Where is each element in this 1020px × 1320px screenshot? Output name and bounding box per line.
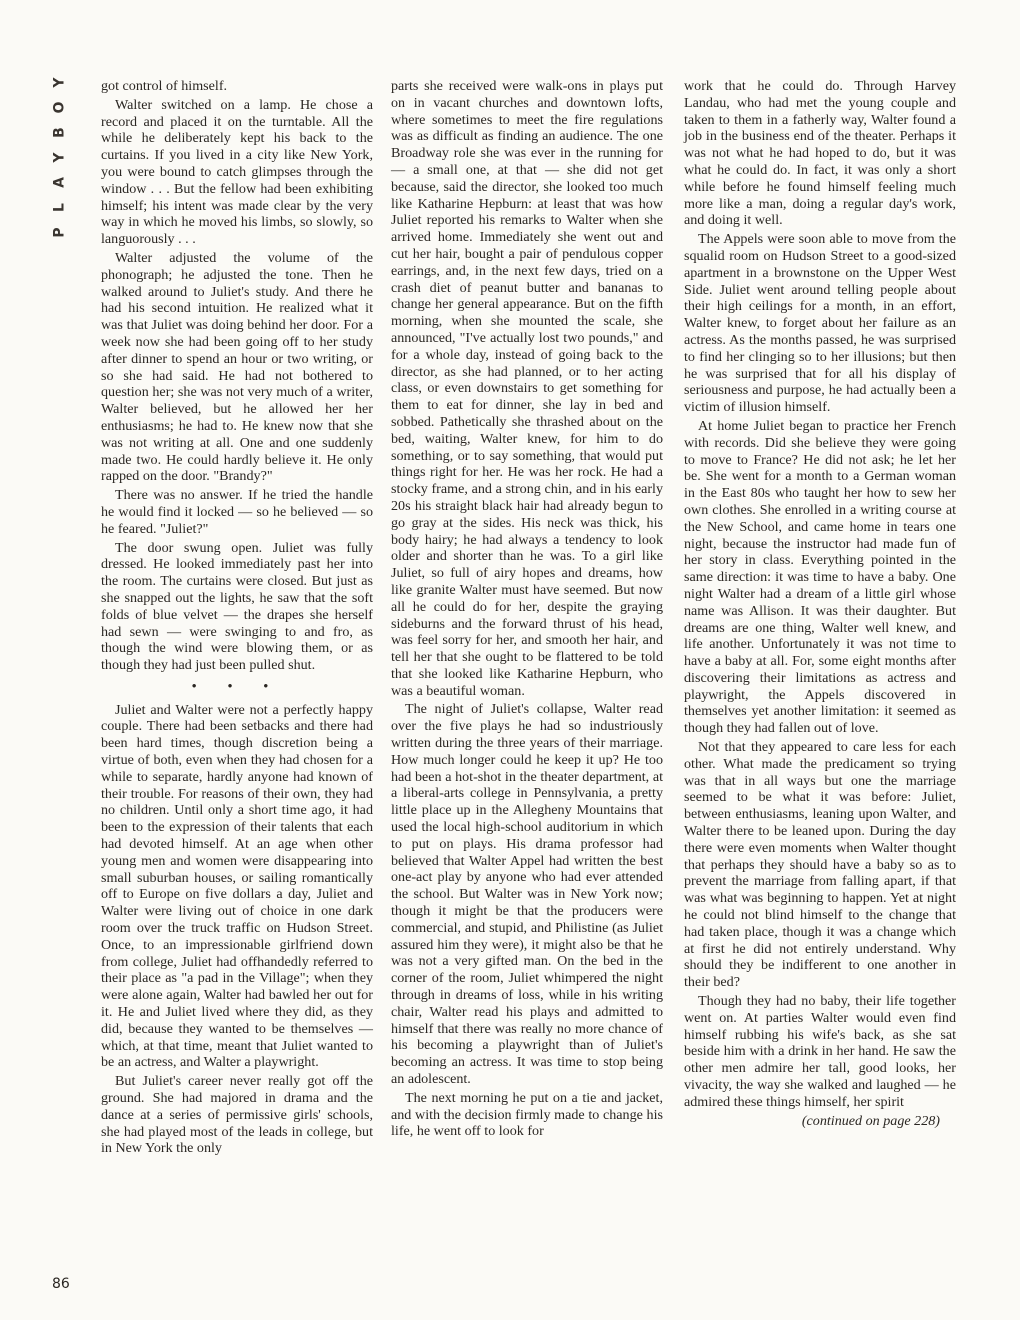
magazine-letter: L — [51, 203, 68, 212]
paragraph: Juliet and Walter were not a perfectly happy couple. There had been setbacks and there had been hard times, though discretion being a virtue of both, even when they had chosen for a while to separate, hardly anyone had known of their trouble. For reasons of their own, they had no children. Until only a short time ago, it had been to the expression of their talents that each had devoted himself. At an age when other young men and women were disappearing into small suburban houses, or sailing romantically off to Europe on five dollars a day, Juliet and Walter were living out of choice in one dark room over the truck traffic on Hudson Street. Once, to an impressionable girlfriend down from college, Juliet had offhandedly referred to their place as "a pad in the Village"; when they were alone again, Walter had bawled her out for it. He and Juliet lived where they did, as they did, because they wanted to be themselves — which, at that time, meant that Juliet wanted to be an actress, and Walter a playwright. — [101, 701, 373, 1071]
paragraph: There was no answer. If he tried the handle he would find it locked — so he believed — so he feared. "Juliet?" — [101, 487, 373, 537]
paragraph: Not that they appeared to care less for each other. What made the predicament so trying was that in all ways but one the marriage seemed to be what it was before: Juliet, between enthusiasms, leaning upon Walter, and Walter there to be leaned upon. During the day there were even moments when Walter thought that perhaps they should have a baby so as to prevent the marriage from falling apart, if that was what was beginning to happen. Yet at night he could not blind himself to the change that had taken place, though it was a change which at first he did not entirely understand. Why should they be indifferent to one another in their bed? — [684, 739, 956, 991]
paragraph: The night of Juliet's collapse, Walter read over the five plays he had so industriously written during the three years of their marriage. How much longer could he keep it up? He too had been a hot-shot in the theater department, at a liberal-arts college in Pennsylvania, a pretty little place up in the Allegheny Mountains that used the local high-school auditorium in which to put on plays. His drama professor had believed that Walter Appel had written the best one-act play by anyone who had ever attended the school. But Walter was in New York now; though it might be that the producers were commercial, and stupid, and Philistine (as Juliet assured him they were), it might also be that he was not a very gifted man. On the bed in the corner of the room, Juliet whimpered the night through in dreams of loss, while in his writing chair, Walter read his plays and admitted to himself that there was really no more chance of his becoming a playwright than of Juliet's becoming an actress. It was time to stop being an adolescent. — [391, 701, 663, 1088]
paragraph: Walter adjusted the volume of the phonograph; he adjusted the tone. Then he walked around to Juliet's study. And there he had his second intuition. He realized what it was that Juliet was doing behind her door. For a week now she had been going off to her study after dinner to spend an hour or two writing, or so she had said. He had not bothered to question her; she was not very much of a writer, Walter believed, but he allowed her her enthusiasms; he had to. He knew now that she was not writing at all. One and one suddenly made two. He could hardly believe it. He only rapped on the door. "Brandy?" — [101, 249, 373, 485]
magazine-letter: O — [51, 101, 68, 114]
magazine-letter: Y — [51, 152, 68, 163]
text-column-1 — [101, 78, 373, 1159]
section-break: • • • — [191, 677, 283, 693]
paragraph: parts she received were walk-ons in plays put on in vacant churches and downtown lofts, where sometimes to meet the fire regulations was as difficult as finding an audience. The one Broadway role she was ever in the running for — a small one, at that — she did not get because, said the director, she looked too much like Katharine Hepburn: at least that was how Juliet reported his remarks to Walter when she arrived home. Immediately she went out and cut her hair, bought a pair of pendulous copper earrings, and, in the next few days, tried on a crash diet of peanut butter and bananas to change her general appearance. But on the fifth morning, when she mounted the scale, she announced, "I've actually lost two pounds," and for a whole day, instead of going back to the director, as she had planned, or to her acting class, or even downstairs to get something for them to eat for dinner, she lay in bed and sobbed. Pathetically she thrashed about on the bed, waiting, Walter knew, for him to do something, or to say something, that would put things right for her. He was her rock. He had a stocky frame, and a strong chin, and in his early 20s his straight black hair had already begun to go gray at the sides. His neck was thick, his body hairy; he had always a tendency to look older and shorter than he was. To a girl like Juliet, so full of airy hopes and dreams, how like granite Walter must have seemed. But now all he could do for her, despite the graying sideburns and the forward thrust of his head, was feel sorry for her, and smooth her hair, and tell her that she ought to be flattered to be told that she looked like Katharine Hepburn, who was a beautiful woman. — [391, 78, 663, 699]
paragraph: The door swung open. Juliet was fully dressed. He looked immediately past her into the room. The curtains were closed. But just as she snapped out the lights, he saw that the soft folds of blue velvet — the drapes she herself had sewn — were swinging to and fro, as though the wind were blowing them, or as though they had just been pulled shut. — [101, 539, 373, 674]
magazine-letter: A — [51, 177, 68, 188]
paragraph: At home Juliet began to practice her French with records. Did she believe they were going to move to France? He did not ask; he let her be. She went for a month to a German woman in the East 80s who taught her how to sew her own clothes. She enrolled in a writing course at the New School, and came home in tears one night, because the instructor had made fun of her story in class. Everything pointed in the same direction: it was time to have a baby. One night Walter had a dream of a little girl whose name was Allison. It was their daughter. But dreams are one thing, Walter well knew, and life another. Unfortunately it was not time to have a baby at all. For, some eight months after discovering their limitations as actress and playwright, the Appels discovered in themselves yet another limitation: it seemed as though they had fallen out of love. — [684, 417, 956, 737]
magazine-letter: P — [51, 227, 68, 238]
magazine-letter: Y — [51, 77, 68, 88]
text-column-3 — [684, 78, 956, 1131]
paragraph: The Appels were soon able to move from the squalid room on Hudson Street to a good-sized apartment in a brownstone on the Upper West Side. Juliet went around telling people about their high ceilings for a month, in an effort, Walter knew, to forget about her failure as an actress. As the months passed, he was surprised to find her clinging so to her illusions; but then he was surprised that for all his display of seriousness and purpose, he had actually been a victim of illusion himself. — [684, 231, 956, 416]
paragraph: The next morning he put on a tie and jacket, and with the decision firmly made to change his life, he went off to look for — [391, 1089, 663, 1140]
page-number: 86 — [52, 1276, 70, 1292]
paragraph: work that he could do. Through Harvey Landau, who had met the young couple and taken to them in a fatherly way, Walter found a job in the business end of the theater. Perhaps it was not what he had hoped to do, but it was what he could do. In fact, it was only a short while before he found himself feeling much more like a man, doing a regular day's work, and doing it well. — [684, 78, 956, 229]
magazine-name-vertical — [52, 70, 68, 245]
continued-note[interactable]: (continued on page 228) — [801, 1112, 940, 1129]
paragraph: Though they had no baby, their life together went on. At parties Walter would even find himself rubbing his wife's back, as she sat beside him with a drink in her hand. He saw the other men admire her tall, good looks, her vivacity, the way she walked and laughed — he admired these things himself, her spirit — [684, 993, 956, 1110]
paragraph: But Juliet's career never really got off the ground. She had majored in drama and the dance at a series of permissive girls' schools, she had played most of the leads in college, but in New York the only — [101, 1073, 373, 1157]
magazine-letter: B — [51, 127, 68, 138]
paragraph: Walter switched on a lamp. He chose a record and placed it on the turntable. All the while he deliberately kept his back to the curtains. If you lived in a city like New York, you were bound to catch glimpses through the window . . . But the fellow had been exhibiting himself; his intent was made clear by the very way in which he moved his limbs, so slowly, so languorously . . . — [101, 96, 373, 248]
paragraph: got control of himself. — [101, 78, 228, 94]
text-column-2 — [391, 78, 663, 1142]
